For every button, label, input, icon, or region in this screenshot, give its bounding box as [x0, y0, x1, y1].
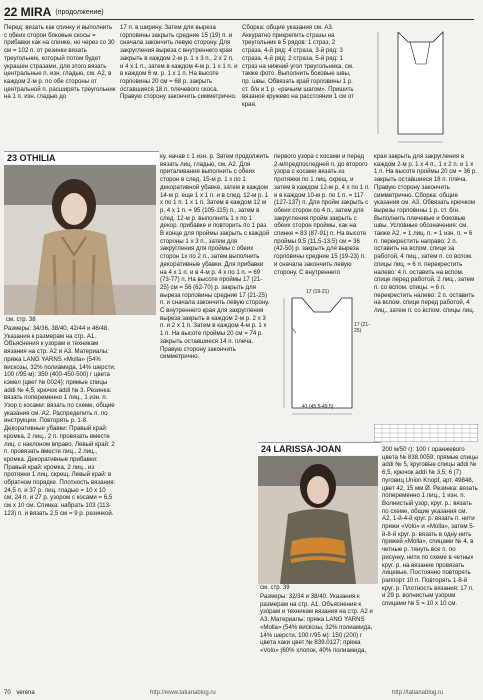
othilia-schema-drawing [274, 288, 370, 418]
mira-column-3 [242, 24, 356, 149]
page-number [4, 690, 35, 696]
othilia-schema [274, 288, 370, 418]
larissa-photo-caption: см. стр. 39 [260, 585, 290, 591]
mira-schema-drawing [358, 24, 478, 150]
larissa-title: 24 LARISSA-JOAN [261, 444, 342, 454]
mira-text-2: 17 п. в ширину. Затем для выреза горловины закрыть средние 15 (19) п. и сначала закончить левую сторону. Для закругления выреза с внутреннего края закрыть в каждом 2-м р. 1 x 3 п., 2 x 2 п. и 4 x 1 п., затем в каждом 4-м р. 1 x 1 п. и в каждом 6 м. р. 1 x 1 п. На высоте горловины 20 см = 68 р. закрыть оставшиеся 18 п. плечевого скоса. Правую сторону закончить симметрично. [120, 24, 238, 101]
mira-column-2 [120, 24, 238, 149]
larissa-column-2 [382, 446, 478, 686]
larissa-text-1: Размеры: 32/34 и 38/40. Указания к размерам на стр. А1. Объяснения к узорам и техникам вязания на стр. А2 и А3. Материалы: пряжа LANG YARNS «Molla» (54% вискозы, 32% полиамида, 14% шерсти, 100 г/95 м): 150 (200) г цвета хаки цвет № 839.0127; пряжа «Volo» (60% хлопок, 40% полиамида, [260, 593, 373, 654]
othilia-text-3: первого узора с косами и перед 2-м/предпоследней п. до второго узора с косами вязать из протяжки по 1 лиц. скрещ. и затем в каждом 12-м р. 4 x по 1 п. и в каждом 10-м р. по 1 п. = 117 (127-137) п. Для пройм закрыть с обеих сторон по 4 п., затем для закругления пройм закрыть с обеих сторон проймы, как на спинке = 83 (87-91) п. На высоте проймы 9,5 (11,5-13,5) см = 36 (42-50) р. закрыть для выреза горловины средние 15 (19-23) п. и сначала закончить левую сторону. С внутреннего [274, 153, 370, 276]
othilia-text-1: Размеры: 34/36, 38/40, 42/44 и 46/48. Указания к размерам на стр. А1. Объяснения к узорам и техникам вязания на стр. А2 и А3. Материалы: пряжа LANG YARNS «Molla» (54% вискозы, 32% полиамида, 14% шерсти, 100 г/95 м): 350 (400-450-500) г цвета кэмел (цвет № 0024); прямые спицы addi № 4,5, крючок addi № 3. Резинка: вязать попеременно 1 лиц., 1 изн. п. Узор с косами: вязать по схеме, общие указания см. А2. Распределить п. по инструкции. Повторять р. 1-8. Декоративные убавки: Правый край: кромка, 2 лиц., 2 п. провязать вместе лиц. с наклоном вправо. Левый край: 2 п. провязать вместе лиц., 2 лиц., кромка. Декоративные прибавки: Правый край: кромка, 2 лиц., из протяжки 1 лиц. скрещ. Левый край: в обратном порядке. Плотность вязания: 24,5 п. и 37 р. лиц. гладью = 10 x 10 см, 24 п. и 27 р. узором с косами = 6,5 см x 10 см. Спинка: набрать 103 (113-123) п. и вязать 2,5 см = 9 р. резинкой. [4, 325, 116, 517]
page-header-title: 22 MIRA [4, 5, 52, 19]
magazine-name: verena [16, 690, 35, 696]
othilia-column-1 [4, 325, 116, 690]
larissa-photo-illustration [258, 456, 378, 584]
othilia-text-4: края закрыть для закругления в каждом 2-м р. 1 x 4 п., 1 x 2 п. и 1 x 1 п. На высоте проймы 20 см = 36 р. закрыть оставшиеся 18 п. плеча. Правую сторону закончить симметрично. Сборка: общие указания см. А3. Обвязать крючком вырезы горловины 1 р. ст. б/н. Выполнить плечевые и боковые швы. Условные обозначения: см. также А2. = 1 лиц. п. = 1 изн. п. = 6 п. перекрестить направо: 2 п. оставить на вспом. спице за работой, 4 лиц., затем п. со вспом. спицы лиц. = 6 п. перекрестить налево: 4 п. оставить на вспом. спице перед работой, 2 лиц., затем п. со вспом. спицы. = 6 п. перекрестить налево: 2 п. оставить на вспом. спице перед работой, 4 лиц., затем п. со вспом. спицы лиц. [374, 153, 477, 315]
othilia-column-3 [274, 153, 370, 283]
mira-column-1 [4, 24, 116, 149]
othilia-photo-illustration [4, 165, 156, 315]
othilia-title: 23 OTHILIA [7, 153, 56, 163]
othilia-column-2 [160, 153, 270, 443]
larissa-column-1 [260, 593, 376, 690]
schema-label-h4: 17 (21-25) [354, 322, 370, 334]
othilia-text-2: ку, начав с 1 изн. р. Затем продолжить вязать лиц. гладью, см. А2. Для приталивания выполнить с обеих сторон в след. 15-м р. 1 x по 1 декоративной убавке, затем в каждом 14-м р. еще 1 x 1 п. и в след. 12-м р. 1 x по 1 п. 1 x 1 п. Затем в каждом 12 м р. 4 x 1 п. = 95 (105-115) п., затем в след. 12-м р. выполнить 1 x по 1 декор. прибавке и повторить по 1 раз. В конце для проймы закрыть с каждой стороны 1 x 3 п., затем для закругления для проймы с обеих сторон 1x по 2 п., затем выполнить декоративные убавки. Для прибавки на 4 x 1 п. и в 4-м р. 4 x по 1 п. = 69 (73-77) п. На высоте проймы 17 (21-25) см = 56 (62-70) р. закрыть для выреза горловины средние 17 (21-25) п. и сначала закончить левую сторону. С внутреннего края для закругления выреза закрыть в каждом 2-м р. 2 x 3 п. и 2 x 1 п. Затем в каждом 4-м р. 1 x 1 п. На высоте проймы 20 см = 74 р. закрыть оставшиеся 14 п. плеча. Правую сторону закончить симметрично. [160, 153, 270, 361]
mira-schema [358, 24, 478, 150]
pattern-chart-grid [374, 424, 478, 442]
header-divider [4, 19, 474, 20]
othilia-photo-caption: см. стр. 38 [6, 317, 36, 323]
mira-text-3: Сборка: общие указания см. А3. Аккуратно прикрепить стразы на треугольник в 5 рядов: 1 страз, 2 страза, 4-й ряд: 4 страза, 3-й ряд: 3 страза, 4-й ряд: 2 страза, 5-й ряд: 1 страз на нижний угол треугольника, см. также фото. Выполнить боковые швы, пр. швы. Обвязать край горловины 1 р. ст. б/н и 1 р. «рачьим шагом». Пришить вязаное кружево на расстоянии 1 см от края. [242, 24, 354, 109]
page-number-value: 70 [4, 690, 11, 696]
larissa-title-bar [258, 442, 381, 455]
page-header-subtitle: (продолжение) [55, 8, 104, 16]
mira-text-1: Перед: вязать как спинку и выполнить с обеих сторон боковые скосы = прибавки как на спинке, но через со 30 см = 102 п. от резинки вязать треугольник, который потом будет украшен стразами, для этого вязать центральные п. изн. гладью, см. А2, в каждом 2-м р. по обе стороны от центральной п. расширять треугольник на 1 п. изн. гладью до [4, 24, 116, 101]
schema-label-top: 17 (19-21) [306, 289, 330, 295]
othilia-title-bar [4, 151, 159, 164]
larissa-photo [258, 456, 378, 584]
othilia-photo [4, 165, 156, 315]
larissa-text-2: 200 м/50 г): 100 г оранжевого цвета № 838.0059; прямые спицы addi № 5, круговые спицы addi № 6,5, крючок addi № 3,5; 6 (7) пуговиц Union Knopf, арт. 49848, цвет 42, 15 мм Ø. Резинка: вязать попеременно 1 лиц., 1 изн. п. Волнистый узор, круг. р.: вязать по схеме, общие указания см. А2, 1-й-4-й круг. р. вязать п. нити пряжи «Volo» и «Molla», затем 5-й-8-й круг. р. вязать в одну нить пряжей «Molla», спицами № 4, в четные р. тянуть все п. по рисунку, нити по схеме в четных круг. р. на вязание провязать лицевые. Постоянно повторять раппорт 10 п. Повторять 1-8-й круг. р. Плотность вязания: 17 п. и 29 р. волнистым узором спицами № 5 = 10 x 10 см. [382, 446, 478, 608]
watermark-center: http://www.tatianablog.ru [150, 690, 216, 696]
watermark-right: http://tatianablog.ru [392, 690, 444, 696]
schema-label-w3: 41 (45,5-49,5) [302, 404, 334, 410]
othilia-column-4 [374, 153, 478, 423]
page-header [4, 4, 474, 20]
othilia-pattern-chart [374, 424, 478, 442]
